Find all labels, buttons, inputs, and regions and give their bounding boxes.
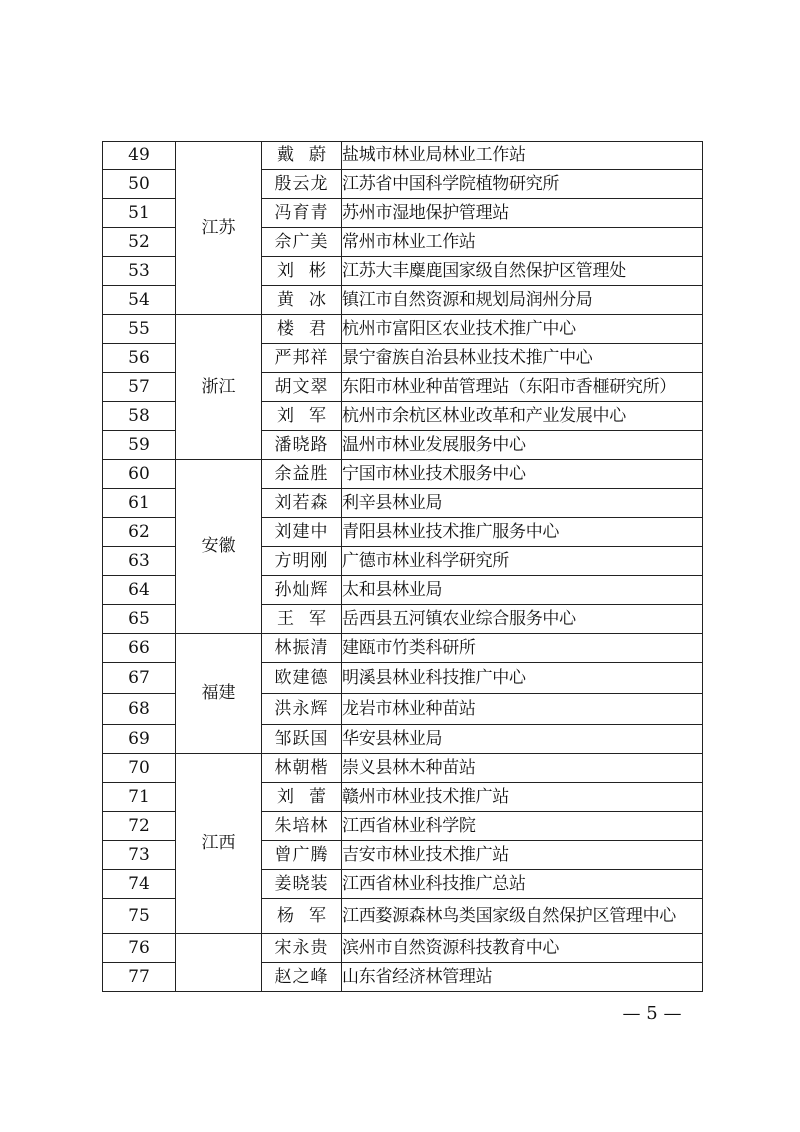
- row-number: 65: [103, 605, 176, 634]
- person-name: 赵之峰: [262, 963, 342, 992]
- row-number: 58: [103, 402, 176, 431]
- organization: 龙岩市林业种苗站: [342, 694, 703, 725]
- row-number: 76: [103, 934, 176, 963]
- person-name: 王军: [262, 605, 342, 634]
- row-number: 72: [103, 812, 176, 841]
- person-name: 林朝楷: [262, 754, 342, 783]
- organization: 景宁畲族自治县林业技术推广中心: [342, 344, 703, 373]
- person-name: 楼君: [262, 315, 342, 344]
- row-number: 59: [103, 431, 176, 460]
- row-number: 68: [103, 694, 176, 725]
- table-row: [103, 142, 703, 170]
- organization: 盐城市林业局林业工作站: [342, 142, 703, 170]
- table-row: [103, 315, 703, 344]
- province-cell: 江苏: [176, 142, 262, 315]
- row-number: 49: [103, 142, 176, 170]
- person-name: 宋永贵: [262, 934, 342, 963]
- organization: 苏州市湿地保护管理站: [342, 199, 703, 228]
- person-name: 戴蔚: [262, 142, 342, 170]
- organization: 青阳县林业技术推广服务中心: [342, 518, 703, 547]
- person-name: 余益胜: [262, 460, 342, 489]
- person-name: 洪永辉: [262, 694, 342, 725]
- table-row: [103, 460, 703, 489]
- row-number: 50: [103, 170, 176, 199]
- organization: 利辛县林业局: [342, 489, 703, 518]
- organization: 山东省经济林管理站: [342, 963, 703, 992]
- row-number: 66: [103, 634, 176, 663]
- row-number: 57: [103, 373, 176, 402]
- person-name: 佘广美: [262, 228, 342, 257]
- row-number: 62: [103, 518, 176, 547]
- person-name: 刘军: [262, 402, 342, 431]
- organization: 常州市林业工作站: [342, 228, 703, 257]
- person-name: 杨军: [262, 899, 342, 934]
- province-cell: 福建: [176, 634, 262, 754]
- organization: 镇江市自然资源和规划局润州分局: [342, 286, 703, 315]
- table-row: [103, 934, 703, 963]
- organization: 建瓯市竹类科研所: [342, 634, 703, 663]
- person-name: 刘若森: [262, 489, 342, 518]
- page-number: — 5 —: [622, 1003, 682, 1024]
- organization: 滨州市自然资源科技教育中心: [342, 934, 703, 963]
- row-number: 52: [103, 228, 176, 257]
- roster-body: [103, 142, 703, 992]
- organization: 杭州市富阳区农业技术推广中心: [342, 315, 703, 344]
- organization: 江西省林业科学院: [342, 812, 703, 841]
- roster-table: [102, 141, 703, 992]
- person-name: 方明刚: [262, 547, 342, 576]
- person-name: 欧建德: [262, 663, 342, 694]
- person-name: 殷云龙: [262, 170, 342, 199]
- organization: 崇义县林木种苗站: [342, 754, 703, 783]
- row-number: 55: [103, 315, 176, 344]
- organization: 赣州市林业技术推广站: [342, 783, 703, 812]
- person-name: 冯育青: [262, 199, 342, 228]
- organization: 温州市林业发展服务中心: [342, 431, 703, 460]
- table-row: [103, 634, 703, 663]
- person-name: 孙灿辉: [262, 576, 342, 605]
- organization: 广德市林业科学研究所: [342, 547, 703, 576]
- organization: 岳西县五河镇农业综合服务中心: [342, 605, 703, 634]
- person-name: 严邦祥: [262, 344, 342, 373]
- province-cell: 浙江: [176, 315, 262, 460]
- organization: 东阳市林业种苗管理站（东阳市香榧研究所）: [342, 373, 703, 402]
- row-number: 54: [103, 286, 176, 315]
- organization: 江苏大丰麋鹿国家级自然保护区管理处: [342, 257, 703, 286]
- person-name: 刘蕾: [262, 783, 342, 812]
- row-number: 51: [103, 199, 176, 228]
- row-number: 71: [103, 783, 176, 812]
- row-number: 56: [103, 344, 176, 373]
- row-number: 77: [103, 963, 176, 992]
- row-number: 74: [103, 870, 176, 899]
- organization: 华安县林业局: [342, 725, 703, 754]
- province-cell: 江西: [176, 754, 262, 934]
- person-name: 曾广腾: [262, 841, 342, 870]
- organization: 江苏省中国科学院植物研究所: [342, 170, 703, 199]
- person-name: 潘晓路: [262, 431, 342, 460]
- organization: 江西婺源森林鸟类国家级自然保护区管理中心: [342, 899, 703, 934]
- person-name: 胡文翠: [262, 373, 342, 402]
- organization: 吉安市林业技术推广站: [342, 841, 703, 870]
- organization: 明溪县林业科技推广中心: [342, 663, 703, 694]
- row-number: 61: [103, 489, 176, 518]
- row-number: 53: [103, 257, 176, 286]
- person-name: 黄冰: [262, 286, 342, 315]
- person-name: 刘建中: [262, 518, 342, 547]
- row-number: 67: [103, 663, 176, 694]
- person-name: 刘彬: [262, 257, 342, 286]
- organization: 宁国市林业技术服务中心: [342, 460, 703, 489]
- row-number: 60: [103, 460, 176, 489]
- row-number: 73: [103, 841, 176, 870]
- person-name: 林振清: [262, 634, 342, 663]
- person-name: 姜晓装: [262, 870, 342, 899]
- organization: 江西省林业科技推广总站: [342, 870, 703, 899]
- row-number: 63: [103, 547, 176, 576]
- organization: 太和县林业局: [342, 576, 703, 605]
- province-cell: [176, 934, 262, 992]
- row-number: 75: [103, 899, 176, 934]
- province-cell: 安徽: [176, 460, 262, 634]
- person-name: 朱培林: [262, 812, 342, 841]
- row-number: 70: [103, 754, 176, 783]
- row-number: 64: [103, 576, 176, 605]
- row-number: 69: [103, 725, 176, 754]
- person-name: 邹跃国: [262, 725, 342, 754]
- organization: 杭州市余杭区林业改革和产业发展中心: [342, 402, 703, 431]
- table-row: [103, 754, 703, 783]
